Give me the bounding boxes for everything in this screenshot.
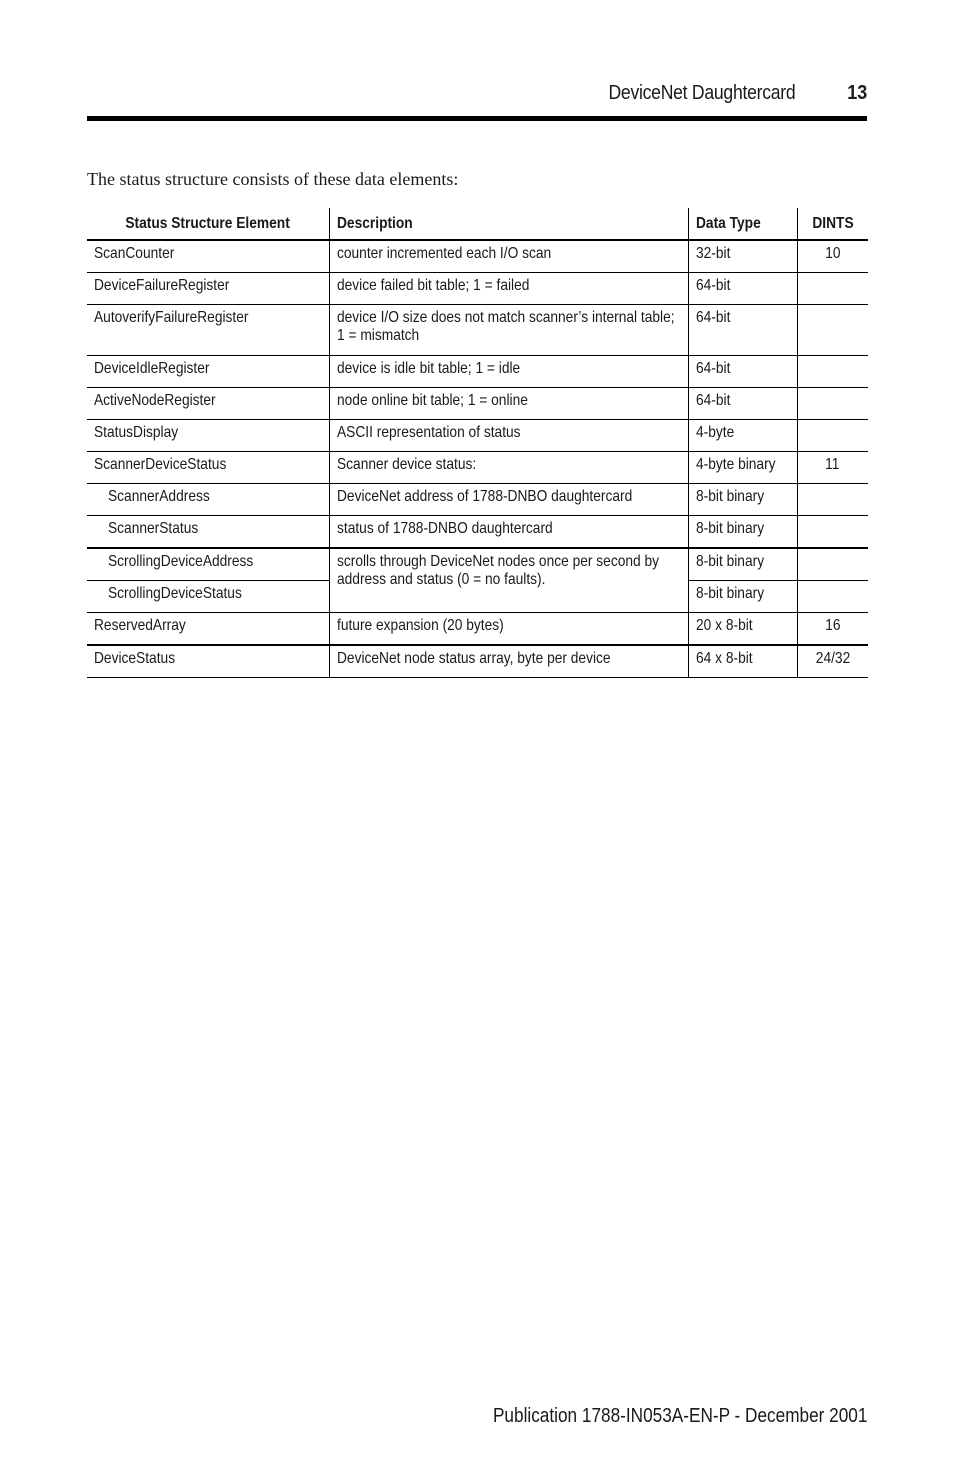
cell-data-type: 64 x 8-bit (688, 645, 797, 678)
table-row (87, 645, 868, 678)
column-header-data-type: Data Type (688, 208, 797, 240)
cell-element: DeviceFailureRegister (87, 273, 329, 305)
cell-element: ReservedArray (87, 613, 329, 646)
column-header-dints: DINTS (797, 208, 868, 240)
table-row (87, 452, 868, 484)
cell-element: ScrollingDeviceAddress (87, 548, 329, 581)
page-number: 13 (846, 82, 867, 104)
column-header-element: Status Structure Element (87, 208, 329, 240)
cell-description: node online bit table; 1 = online (329, 388, 688, 420)
cell-data-type: 8-bit binary (688, 516, 797, 549)
cell-description: status of 1788-DNBO daughtercard (329, 516, 688, 549)
cell-dints (797, 388, 868, 420)
cell-data-type: 20 x 8-bit (688, 613, 797, 646)
cell-dints (797, 356, 868, 388)
table-row (87, 613, 868, 646)
cell-description: DeviceNet node status array, byte per device (329, 645, 688, 678)
cell-description: device I/O size does not match scanner’s internal table; 1 = mismatch (329, 305, 688, 356)
cell-description: DeviceNet address of 1788-DNBO daughtercard (329, 484, 688, 516)
cell-data-type: 4-byte binary (688, 452, 797, 484)
table-row (87, 548, 868, 581)
cell-dints (797, 516, 868, 549)
table-row (87, 420, 868, 452)
cell-element: ScannerDeviceStatus (87, 452, 329, 484)
cell-dints (797, 273, 868, 305)
table-row (87, 273, 868, 305)
cell-description: counter incremented each I/O scan (329, 240, 688, 273)
cell-dints (797, 581, 868, 613)
header-rule (87, 116, 867, 121)
cell-element: ScanCounter (87, 240, 329, 273)
cell-element: ActiveNodeRegister (87, 388, 329, 420)
table-header-row (87, 208, 868, 240)
table-row (87, 516, 868, 549)
cell-element: ScannerStatus (87, 516, 329, 549)
cell-description: ASCII representation of status (329, 420, 688, 452)
table-row (87, 484, 868, 516)
table-row (87, 388, 868, 420)
cell-dints (797, 484, 868, 516)
cell-dints (797, 305, 868, 356)
intro-paragraph: The status structure consists of these data elements: (87, 169, 459, 189)
cell-data-type: 8-bit binary (688, 548, 797, 581)
cell-dints: 24/32 (797, 645, 868, 678)
cell-description: future expansion (20 bytes) (329, 613, 688, 646)
cell-element: ScrollingDeviceStatus (87, 581, 329, 613)
cell-element: ScannerAddress (87, 484, 329, 516)
cell-dints: 16 (797, 613, 868, 646)
running-header-title: DeviceNet Daughtercard (608, 82, 795, 104)
cell-dints: 11 (797, 452, 868, 484)
cell-element: DeviceIdleRegister (87, 356, 329, 388)
table-row (87, 356, 868, 388)
publication-footer: Publication 1788-IN053A-EN-P - December 2001 (492, 1405, 867, 1427)
cell-description: Scanner device status: (329, 452, 688, 484)
cell-data-type: 8-bit binary (688, 581, 797, 613)
cell-description: device is idle bit table; 1 = idle (329, 356, 688, 388)
cell-data-type: 32-bit (688, 240, 797, 273)
cell-data-type: 8-bit binary (688, 484, 797, 516)
page-header (87, 80, 867, 110)
cell-data-type: 64-bit (688, 388, 797, 420)
cell-data-type: 4-byte (688, 420, 797, 452)
status-structure-table (87, 208, 868, 678)
table-row (87, 305, 868, 356)
cell-description: device failed bit table; 1 = failed (329, 273, 688, 305)
cell-dints (797, 420, 868, 452)
cell-data-type: 64-bit (688, 273, 797, 305)
cell-element: DeviceStatus (87, 645, 329, 678)
cell-data-type: 64-bit (688, 305, 797, 356)
cell-element: StatusDisplay (87, 420, 329, 452)
cell-data-type: 64-bit (688, 356, 797, 388)
cell-dints (797, 548, 868, 581)
cell-dints: 10 (797, 240, 868, 273)
column-header-description: Description (329, 208, 688, 240)
cell-element: AutoverifyFailureRegister (87, 305, 329, 356)
cell-description-merged: scrolls through DeviceNet nodes once per second by address and status (0 = no faults). (329, 548, 688, 613)
table-row (87, 240, 868, 273)
